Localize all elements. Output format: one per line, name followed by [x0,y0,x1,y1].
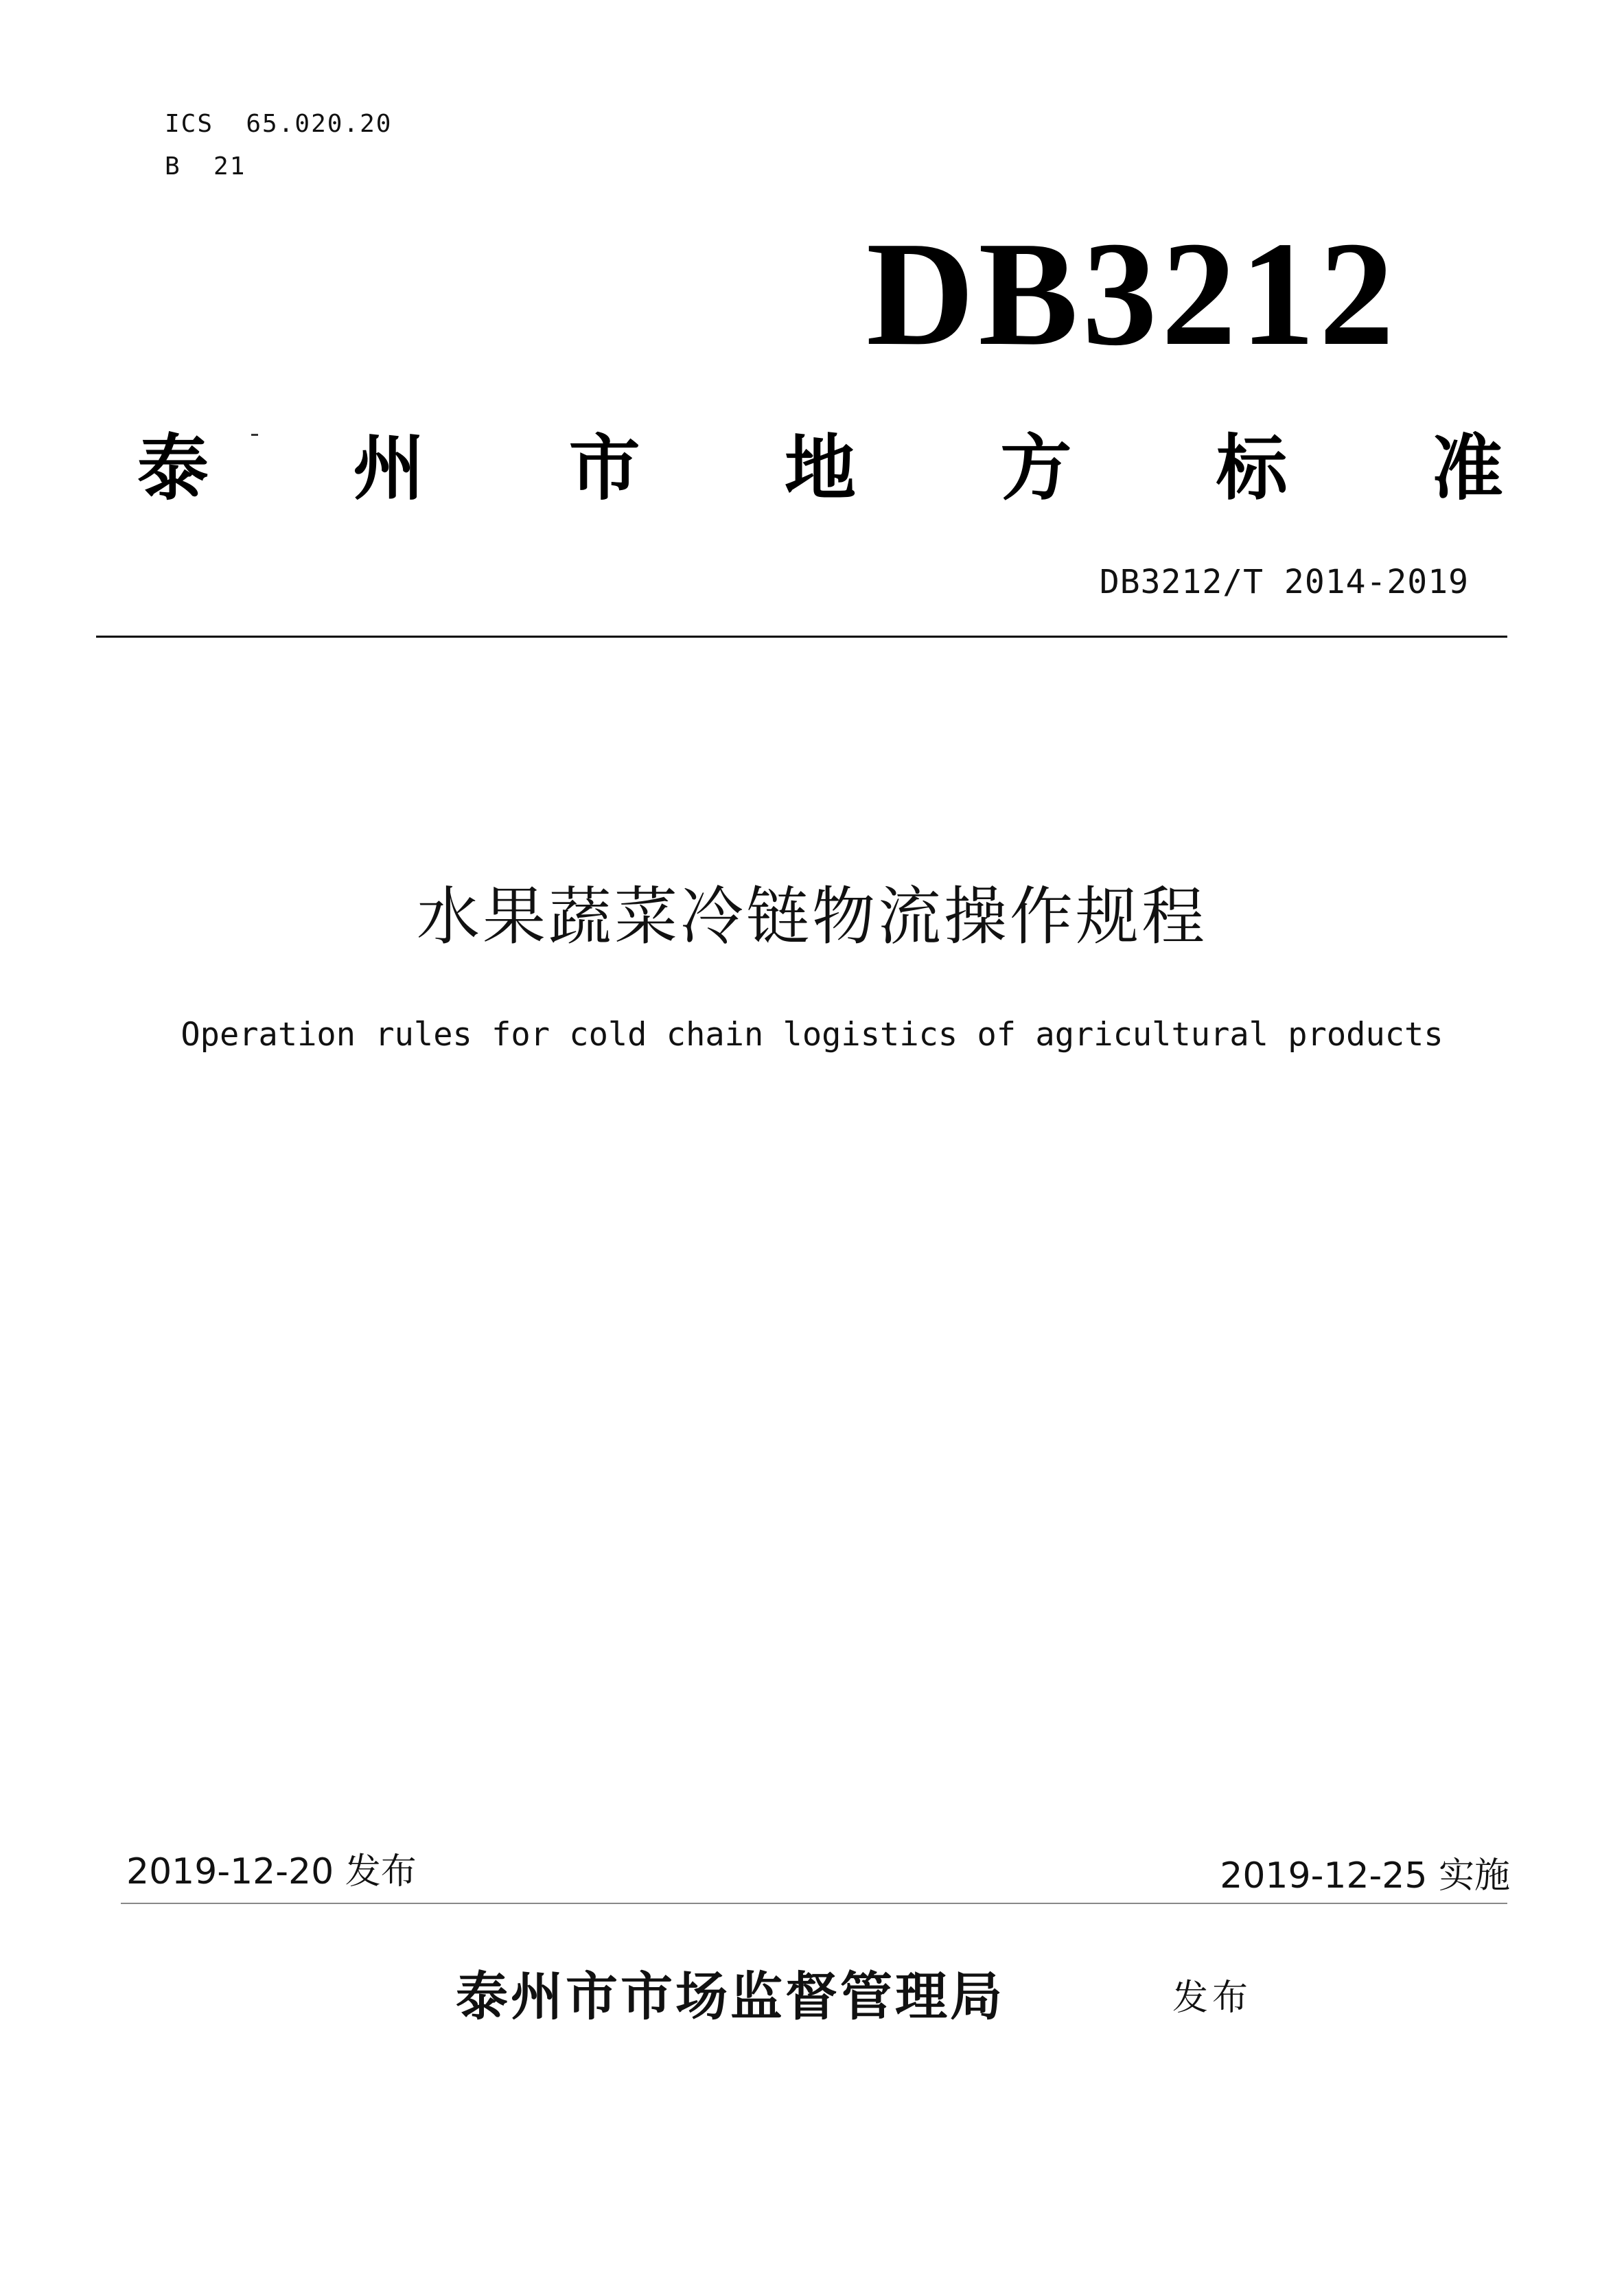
standard-type-char: 泰 [137,426,209,510]
standard-type-char: 准 [1431,426,1503,510]
publisher-name: 泰州市市场监督管理局 [456,1966,1005,2027]
document-title-en: Operation rules for cold chain logistics of agricultural products [181,1016,1443,1054]
db-code-logo: DB3212 [866,211,1398,377]
standard-type-heading [137,426,1503,510]
standard-type-char: 标 [1216,426,1288,510]
implementation-date: 2019-12-25 实施 [1220,1855,1510,1897]
standard-type-char: 方 [1000,426,1072,510]
standard-type-char: 市 [568,426,640,510]
header-divider [96,636,1507,638]
standard-number: DB3212/T 2014-2019 [1099,563,1469,601]
ics-code: ICS 65.020.20 [165,110,393,138]
ccs-code: B 21 [165,152,246,181]
issue-date: 2019-12-20 发布 [126,1851,417,1892]
publish-label: 发布 [1172,1978,1253,2019]
document-title-cn: 水果蔬菜冷链物流操作规程 [416,880,1207,953]
footer-divider [121,1903,1507,1904]
standard-type-char: 地 [784,426,856,510]
standard-type-char: 州 [353,426,425,510]
